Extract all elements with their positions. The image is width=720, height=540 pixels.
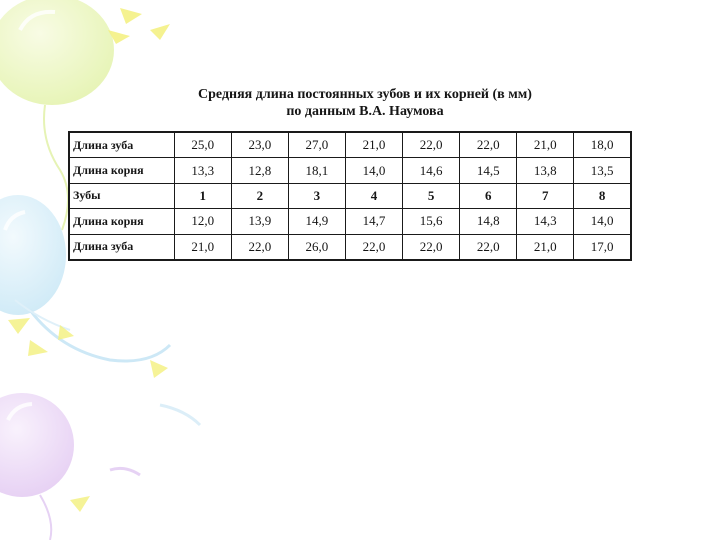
table-cell: 13,5 — [574, 158, 631, 183]
table-cell: 27,0 — [288, 132, 345, 158]
row-label: Зубы — [69, 183, 174, 208]
document-title — [160, 86, 570, 120]
row-label: Длина зуба — [69, 234, 174, 260]
table-cell: 13,3 — [174, 158, 231, 183]
table-cell: 14,3 — [517, 209, 574, 234]
table-cell: 1 — [174, 183, 231, 208]
table-cell: 22,0 — [460, 234, 517, 260]
table-row-lower-tooth-length — [69, 234, 631, 260]
table-cell: 6 — [460, 183, 517, 208]
table-row-lower-root-length — [69, 209, 631, 234]
table-cell: 14,9 — [288, 209, 345, 234]
title-line-2: по данным В.А. Наумова — [286, 104, 444, 119]
table-cell: 21,0 — [174, 234, 231, 260]
table-cell: 23,0 — [231, 132, 288, 158]
table-cell: 3 — [288, 183, 345, 208]
table-cell: 8 — [574, 183, 631, 208]
table-cell: 22,0 — [460, 132, 517, 158]
table-cell: 21,0 — [345, 132, 402, 158]
tooth-length-table — [68, 131, 632, 261]
table-cell: 14,7 — [345, 209, 402, 234]
table-cell: 21,0 — [517, 132, 574, 158]
table-cell: 5 — [403, 183, 460, 208]
table-cell: 12,8 — [231, 158, 288, 183]
table-cell: 25,0 — [174, 132, 231, 158]
purple-balloon — [0, 393, 74, 540]
table-cell: 18,0 — [574, 132, 631, 158]
table-cell: 14,8 — [460, 209, 517, 234]
row-label: Длина корня — [69, 158, 174, 183]
lilac-ribbon — [70, 360, 200, 512]
table-cell: 7 — [517, 183, 574, 208]
row-label: Длина корня — [69, 209, 174, 234]
table-cell: 21,0 — [517, 234, 574, 260]
table-cell: 17,0 — [574, 234, 631, 260]
table-cell: 22,0 — [345, 234, 402, 260]
table-cell: 22,0 — [231, 234, 288, 260]
table-cell: 22,0 — [403, 234, 460, 260]
table-cell: 14,0 — [574, 209, 631, 234]
table-cell: 14,0 — [345, 158, 402, 183]
table-cell: 2 — [231, 183, 288, 208]
row-label: Длина зуба — [69, 132, 174, 158]
table-cell: 13,8 — [517, 158, 574, 183]
table-row-upper-root-length — [69, 158, 631, 183]
table-row-teeth — [69, 183, 631, 208]
table-row-upper-tooth-length — [69, 132, 631, 158]
title-line-1: Средняя длина постоянных зубов и их корней (в мм) — [198, 87, 532, 102]
table-cell: 4 — [345, 183, 402, 208]
table-cell: 14,6 — [403, 158, 460, 183]
table-cell: 12,0 — [174, 209, 231, 234]
table-cell: 14,5 — [460, 158, 517, 183]
table-cell: 13,9 — [231, 209, 288, 234]
table-cell: 26,0 — [288, 234, 345, 260]
table-cell: 15,6 — [403, 209, 460, 234]
table-cell: 22,0 — [403, 132, 460, 158]
table-cell: 18,1 — [288, 158, 345, 183]
yellow-ribbon — [108, 8, 170, 44]
